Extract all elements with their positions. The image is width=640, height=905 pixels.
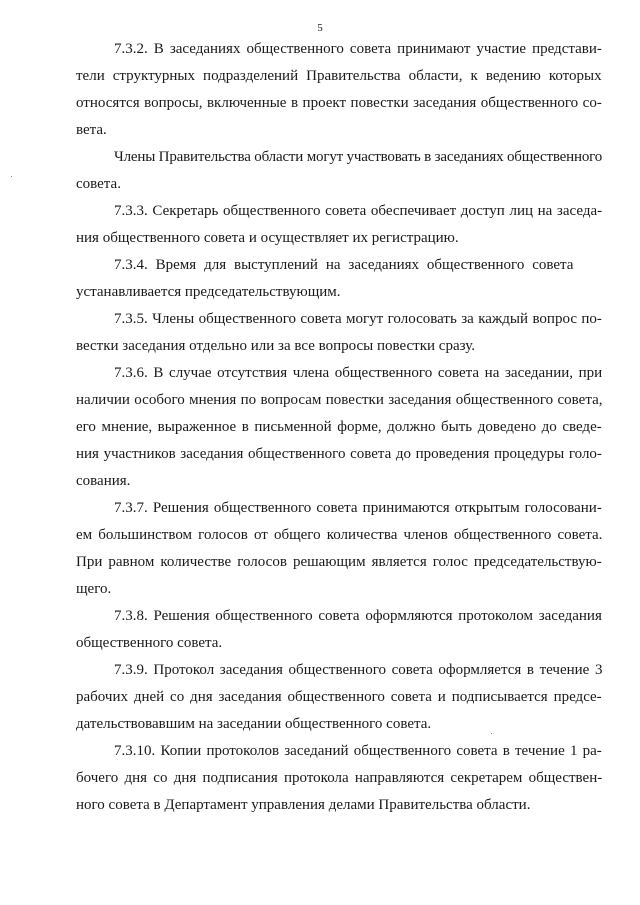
paragraph-line: его мнение, выраженное в письменной форме, должно быть доведено до сведе-	[76, 419, 602, 435]
paragraph-line: рабочих дней со дня заседания общественного совета и подписывается предсе-	[76, 689, 602, 705]
paragraph-line: общественного совета.	[76, 635, 223, 651]
paragraph-line: 7.3.2. В заседаниях общественного совета принимают участие представи-	[114, 41, 602, 57]
paragraph-line: бочего дня со дня подписания протокола направляются секретарем обществен-	[76, 770, 603, 786]
paragraph-line: ния общественного совета и осуществляет их регистрацию.	[76, 230, 459, 246]
paragraph-line: 7.3.10. Копии протоколов заседаний общественного совета в течение 1 ра-	[114, 743, 602, 759]
paragraph-line: наличии особого мнения по вопросам повестки заседания общественного совета,	[76, 392, 603, 408]
paragraph-line: 7.3.8. Решения общественного совета оформляются протоколом заседания	[114, 608, 602, 624]
paragraph-line: 7.3.5. Члены общественного совета могут голосовать за каждый вопрос по-	[114, 311, 602, 327]
paragraph-line: ем большинством голосов от общего количества членов общественного совета.	[76, 527, 603, 543]
scan-speck	[11, 176, 12, 177]
paragraph-line: 7.3.7. Решения общественного совета принимаются открытым голосовани-	[114, 500, 602, 516]
scan-speck	[491, 733, 492, 734]
paragraph-line: вестки заседания отдельно или за все вопросы повестки сразу.	[76, 338, 475, 354]
paragraph-line: ного совета в Департамент управления делами Правительства области.	[76, 797, 531, 813]
paragraph-line: тели структурных подразделений Правительства области, к ведению которых	[76, 68, 602, 84]
paragraph-line: дательствовавшим на заседании общественного совета.	[76, 716, 432, 732]
paragraph-line: Члены Правительства области могут участвовать в заседаниях общественного	[114, 149, 603, 165]
page-number: 5	[317, 22, 323, 34]
paragraph-line: сования.	[76, 473, 131, 489]
paragraph-line: При равном количестве голосов решающим является голос председательствую-	[76, 554, 602, 570]
paragraph-line: относятся вопросы, включенные в проект повестки заседания общественного со-	[76, 95, 602, 111]
paragraph-line: 7.3.9. Протокол заседания общественного совета оформляется в течение 3	[114, 662, 603, 678]
paragraph-line: совета.	[76, 176, 121, 192]
paragraph-line: вета.	[76, 122, 107, 138]
paragraph-line: 7.3.6. В случае отсутствия члена общественного совета на заседании, при	[114, 365, 603, 381]
paragraph-line: 7.3.4. Время для выступлений на заседаниях общественного совета	[114, 257, 574, 273]
paragraph-line: 7.3.3. Секретарь общественного совета обеспечивает доступ лиц на заседа-	[114, 203, 603, 219]
paragraph-line: ния участников заседания общественного совета до проведения процедуры голо-	[76, 446, 602, 462]
paragraph-line: устанавливается председательствующим.	[76, 284, 341, 300]
paragraph-line: щего.	[76, 581, 112, 597]
